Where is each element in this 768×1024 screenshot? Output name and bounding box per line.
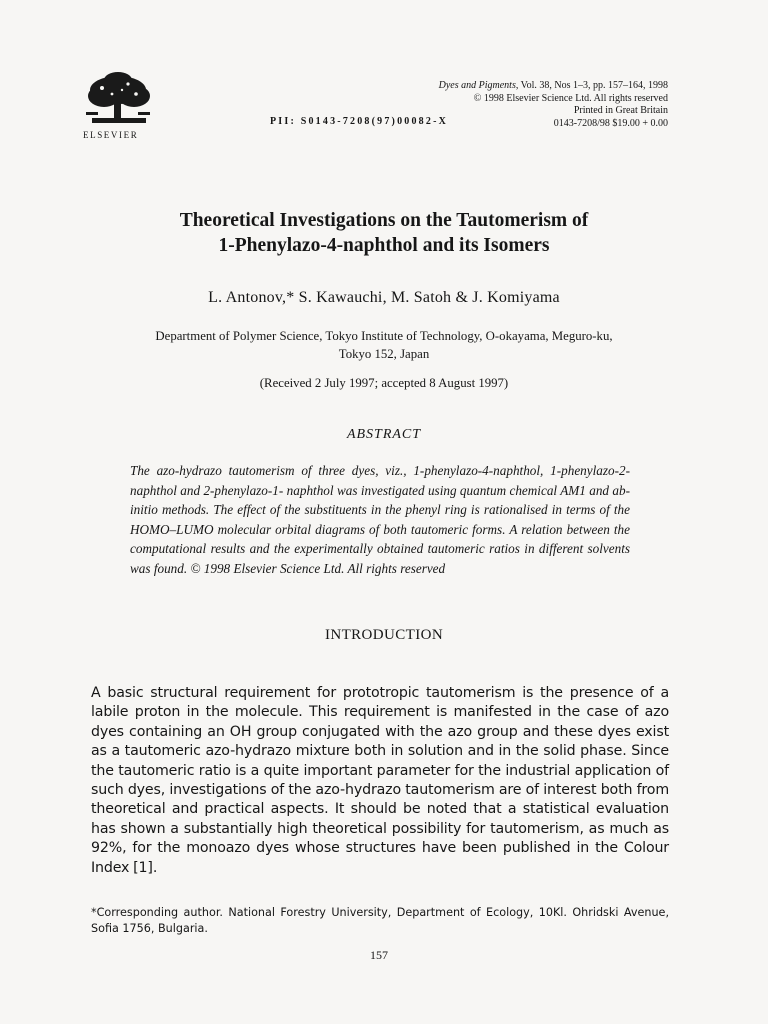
author-list: L. Antonov,* S. Kawauchi, M. Satoh & J. Komiyama — [208, 289, 560, 306]
publisher-name: ELSEVIER — [83, 130, 139, 140]
price-line: 0143-7208/98 $19.00 + 0.00 — [553, 117, 668, 129]
affiliation-line-2: Tokyo 152, Japan — [338, 347, 430, 361]
received-dates: (Received 2 July 1997; accepted 8 August 1997) — [259, 376, 509, 390]
affiliation-line-1: Department of Polymer Science, Tokyo Institute of Technology, O-okayama, Meguro-ku, — [155, 329, 613, 343]
page-number: 157 — [370, 948, 388, 962]
copyright-line: © 1998 Elsevier Science Ltd. All rights reserved — [473, 92, 668, 104]
abstract-text: The azo-hydrazo tautomerism of three dyes, viz., 1-phenylazo-4-naphthol, 1-phenylazo-2-naphthol and 2-phenylazo-1- naphthol was investigated using quantum chemical AM1 and ab-initio methods. The effect of the substituents in the phenyl ring is rationalised in terms of the HOMO–LUMO molecular orbital diagrams of both tautomeric forms. A relation between the computational results and the experimentally obtained tautomeric ratios in different solvents was found. © 1998 Elsevier Science Ltd. All rights reserved — [130, 463, 630, 576]
introduction-paragraph: A basic structural requirement for prototropic tautomerism is the presence of a labile proton in the molecule. This requirement is manifested in the case of azo dyes containing an OH group conjugated with the azo group and these dyes exist as a tautomeric azo-hydrazo mixture both in solution and in the solid phase. Since the tautomeric ratio is a quite important parameter for the industrial application of such dyes, investigations of the azo-hydrazo tautomerism are of interest both from theoretical and practical aspects. It should be noted that a statistical evaluation has shown a substantially high theoretical possibility for tautomerism, as much as 92%, for the monoazo dyes whose structures have been published in the Colour Index [1]. — [91, 685, 669, 876]
journal-citation — [439, 80, 668, 93]
title-line-2: 1-Phenylazo-4-naphthol and its Isomers — [218, 235, 550, 256]
title-line-1: Theoretical Investigations on the Tautomerism of — [179, 210, 589, 231]
corresponding-author-footnote: *Corresponding author. National Forestry University, Department of Ecology, 10Kl. Ohridski Avenue, Sofia 1756, Bulgaria. — [91, 906, 669, 935]
abstract-heading: ABSTRACT — [346, 427, 422, 442]
introduction-heading: INTRODUCTION — [324, 627, 444, 643]
printed-line: Printed in Great Britain — [573, 105, 668, 116]
article-title — [0, 208, 768, 258]
journal-name: Dyes and Pigments — [438, 80, 516, 91]
pii-identifier: PII: S0143-7208(97)00082-X — [270, 116, 449, 127]
affiliation — [80, 327, 688, 363]
journal-citation-block — [439, 80, 668, 130]
journal-issue: , Vol. 38, Nos 1–3, pp. 157–164, 1998 — [515, 80, 668, 91]
